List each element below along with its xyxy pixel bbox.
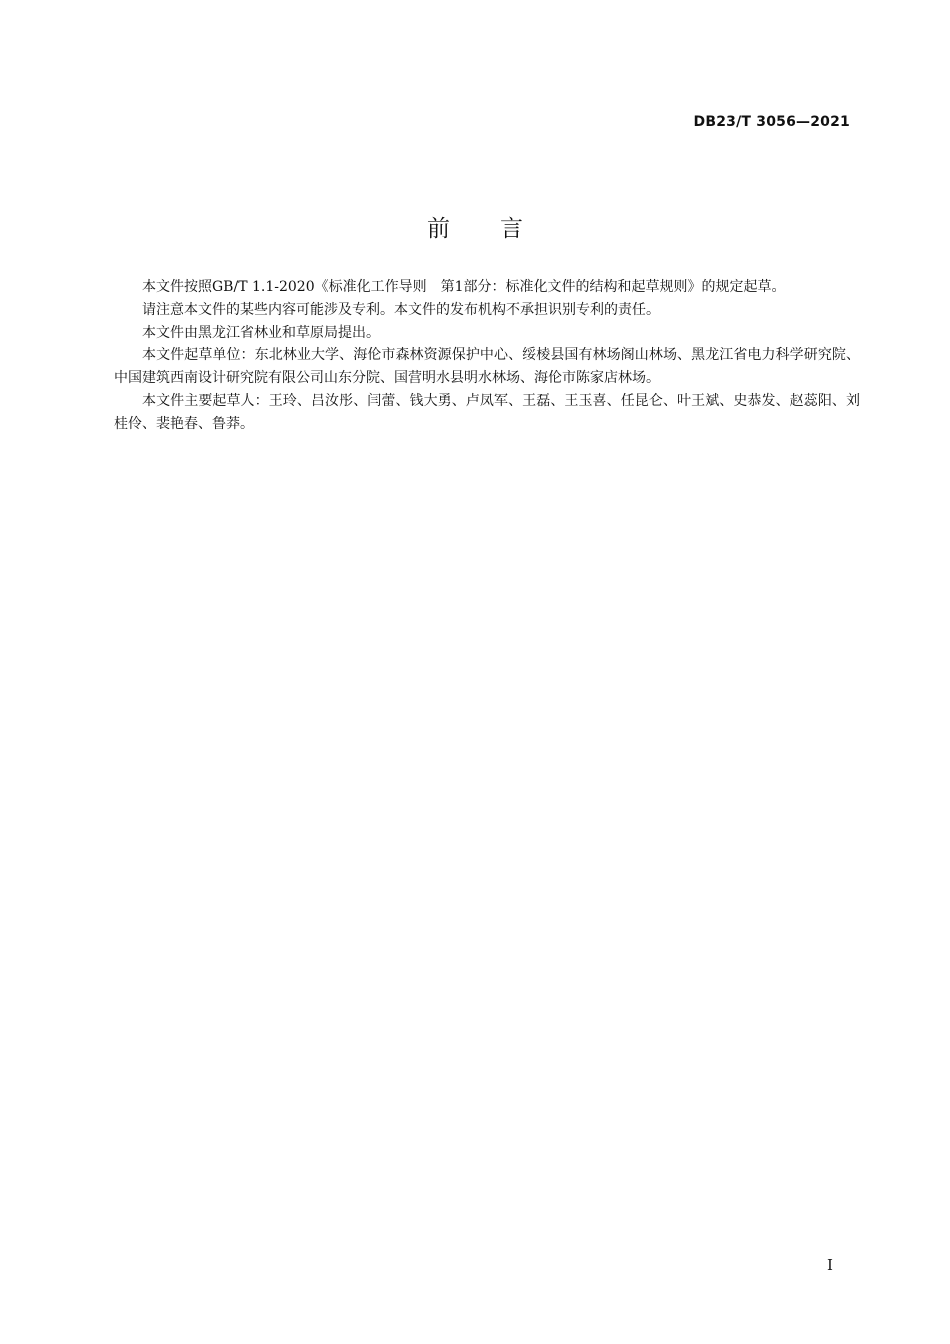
paragraph-drafting-units: 本文件起草单位：东北林业大学、海伦市森林资源保护中心、绥棱县国有林场阁山林场、黑龙江省电力科学研究院、中国建筑西南设计研究院有限公司山东分院、国营明水县明水林场、海伦市陈家店林场。	[114, 347, 860, 387]
document-number: DB23/T 3056—2021	[693, 114, 850, 130]
foreword-body	[114, 276, 860, 436]
paragraph-drafters: 本文件主要起草人：王玲、吕汝彤、闫蕾、钱大勇、卢凤军、王磊、王玉喜、任昆仑、叶王斌、史恭发、赵蕊阳、刘桂伶、裴艳春、鲁莽。	[114, 392, 860, 432]
paragraph-patent-notice: 请注意本文件的某些内容可能涉及专利。本文件的发布机构不承担识别专利的责任。	[142, 301, 660, 318]
page-number: I	[827, 1256, 833, 1274]
page-title: 前言	[427, 216, 573, 242]
paragraph-drafting-rules: 本文件按照GB/T 1.1-2020《标准化工作导则 第1部分：标准化文件的结构和起草规则》的规定起草。	[142, 279, 786, 295]
paragraph-proposer: 本文件由黑龙江省林业和草原局提出。	[142, 324, 380, 341]
